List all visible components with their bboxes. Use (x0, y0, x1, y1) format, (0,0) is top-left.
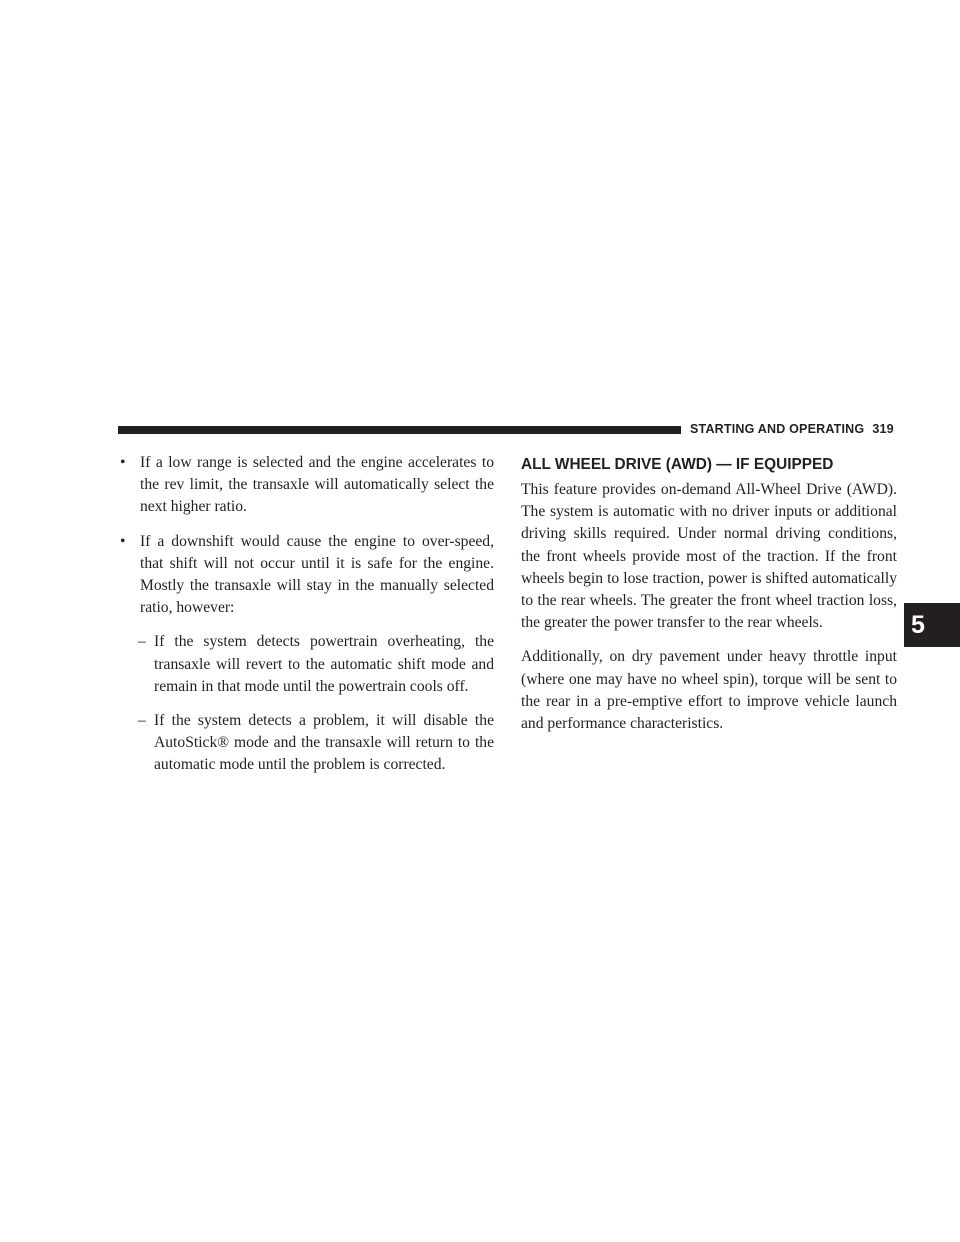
bullet-text: If a downshift would cause the engine to over-speed, that shift will not occur until it is safe for the engine. Mostly the transaxle will stay in the manually selected ratio, however: (140, 532, 494, 617)
left-column (118, 452, 494, 789)
running-header (690, 421, 894, 437)
page-number: 319 (872, 422, 894, 436)
right-column (521, 455, 897, 747)
section-heading: ALL WHEEL DRIVE (AWD) — IF EQUIPPED (521, 456, 834, 473)
sub-list-item (118, 631, 494, 698)
sub-list-item (118, 710, 494, 777)
bullet-text: If a low range is selected and the engine accelerates to the rev limit, the transaxle will automatically select the next higher ratio. (140, 454, 494, 516)
list-item (118, 531, 494, 620)
bullet-mark: • (120, 532, 126, 550)
dash-mark: – (138, 712, 146, 730)
dash-mark: – (138, 633, 146, 651)
chapter-number: 5 (911, 611, 925, 639)
header-rule (118, 426, 681, 434)
list-item (118, 452, 494, 519)
bullet-mark: • (120, 454, 126, 471)
sub-item-text: If the system detects a problem, it will disable the AutoStick® mode and the transaxle will return to the automatic mode until the problem is corrected. (154, 712, 494, 774)
sub-item-text: If the system detects powertrain overheating, the transaxle will revert to the automatic shift mode and remain in that mode until the powertrain cools off. (154, 633, 494, 695)
paragraph: This feature provides on-demand All-Wheel Drive (AWD). The system is automatic with no driver inputs or additional driving skills required. Under normal driving conditions, the front wheels provide most of the traction. If the front wheels begin to lose traction, power is shifted automatically to the rear wheels. The greater the front wheel traction loss, the greater the power transfer to the rear wheels. (521, 481, 897, 632)
chapter-tab (904, 603, 960, 647)
paragraph: Additionally, on dry pavement under heavy throttle input (where one may have no wheel spin), torque will be sent to the rear in a pre-emptive effort to improve vehicle launch and performance characteristics. (521, 648, 897, 733)
section-title: STARTING AND OPERATING (690, 422, 865, 436)
